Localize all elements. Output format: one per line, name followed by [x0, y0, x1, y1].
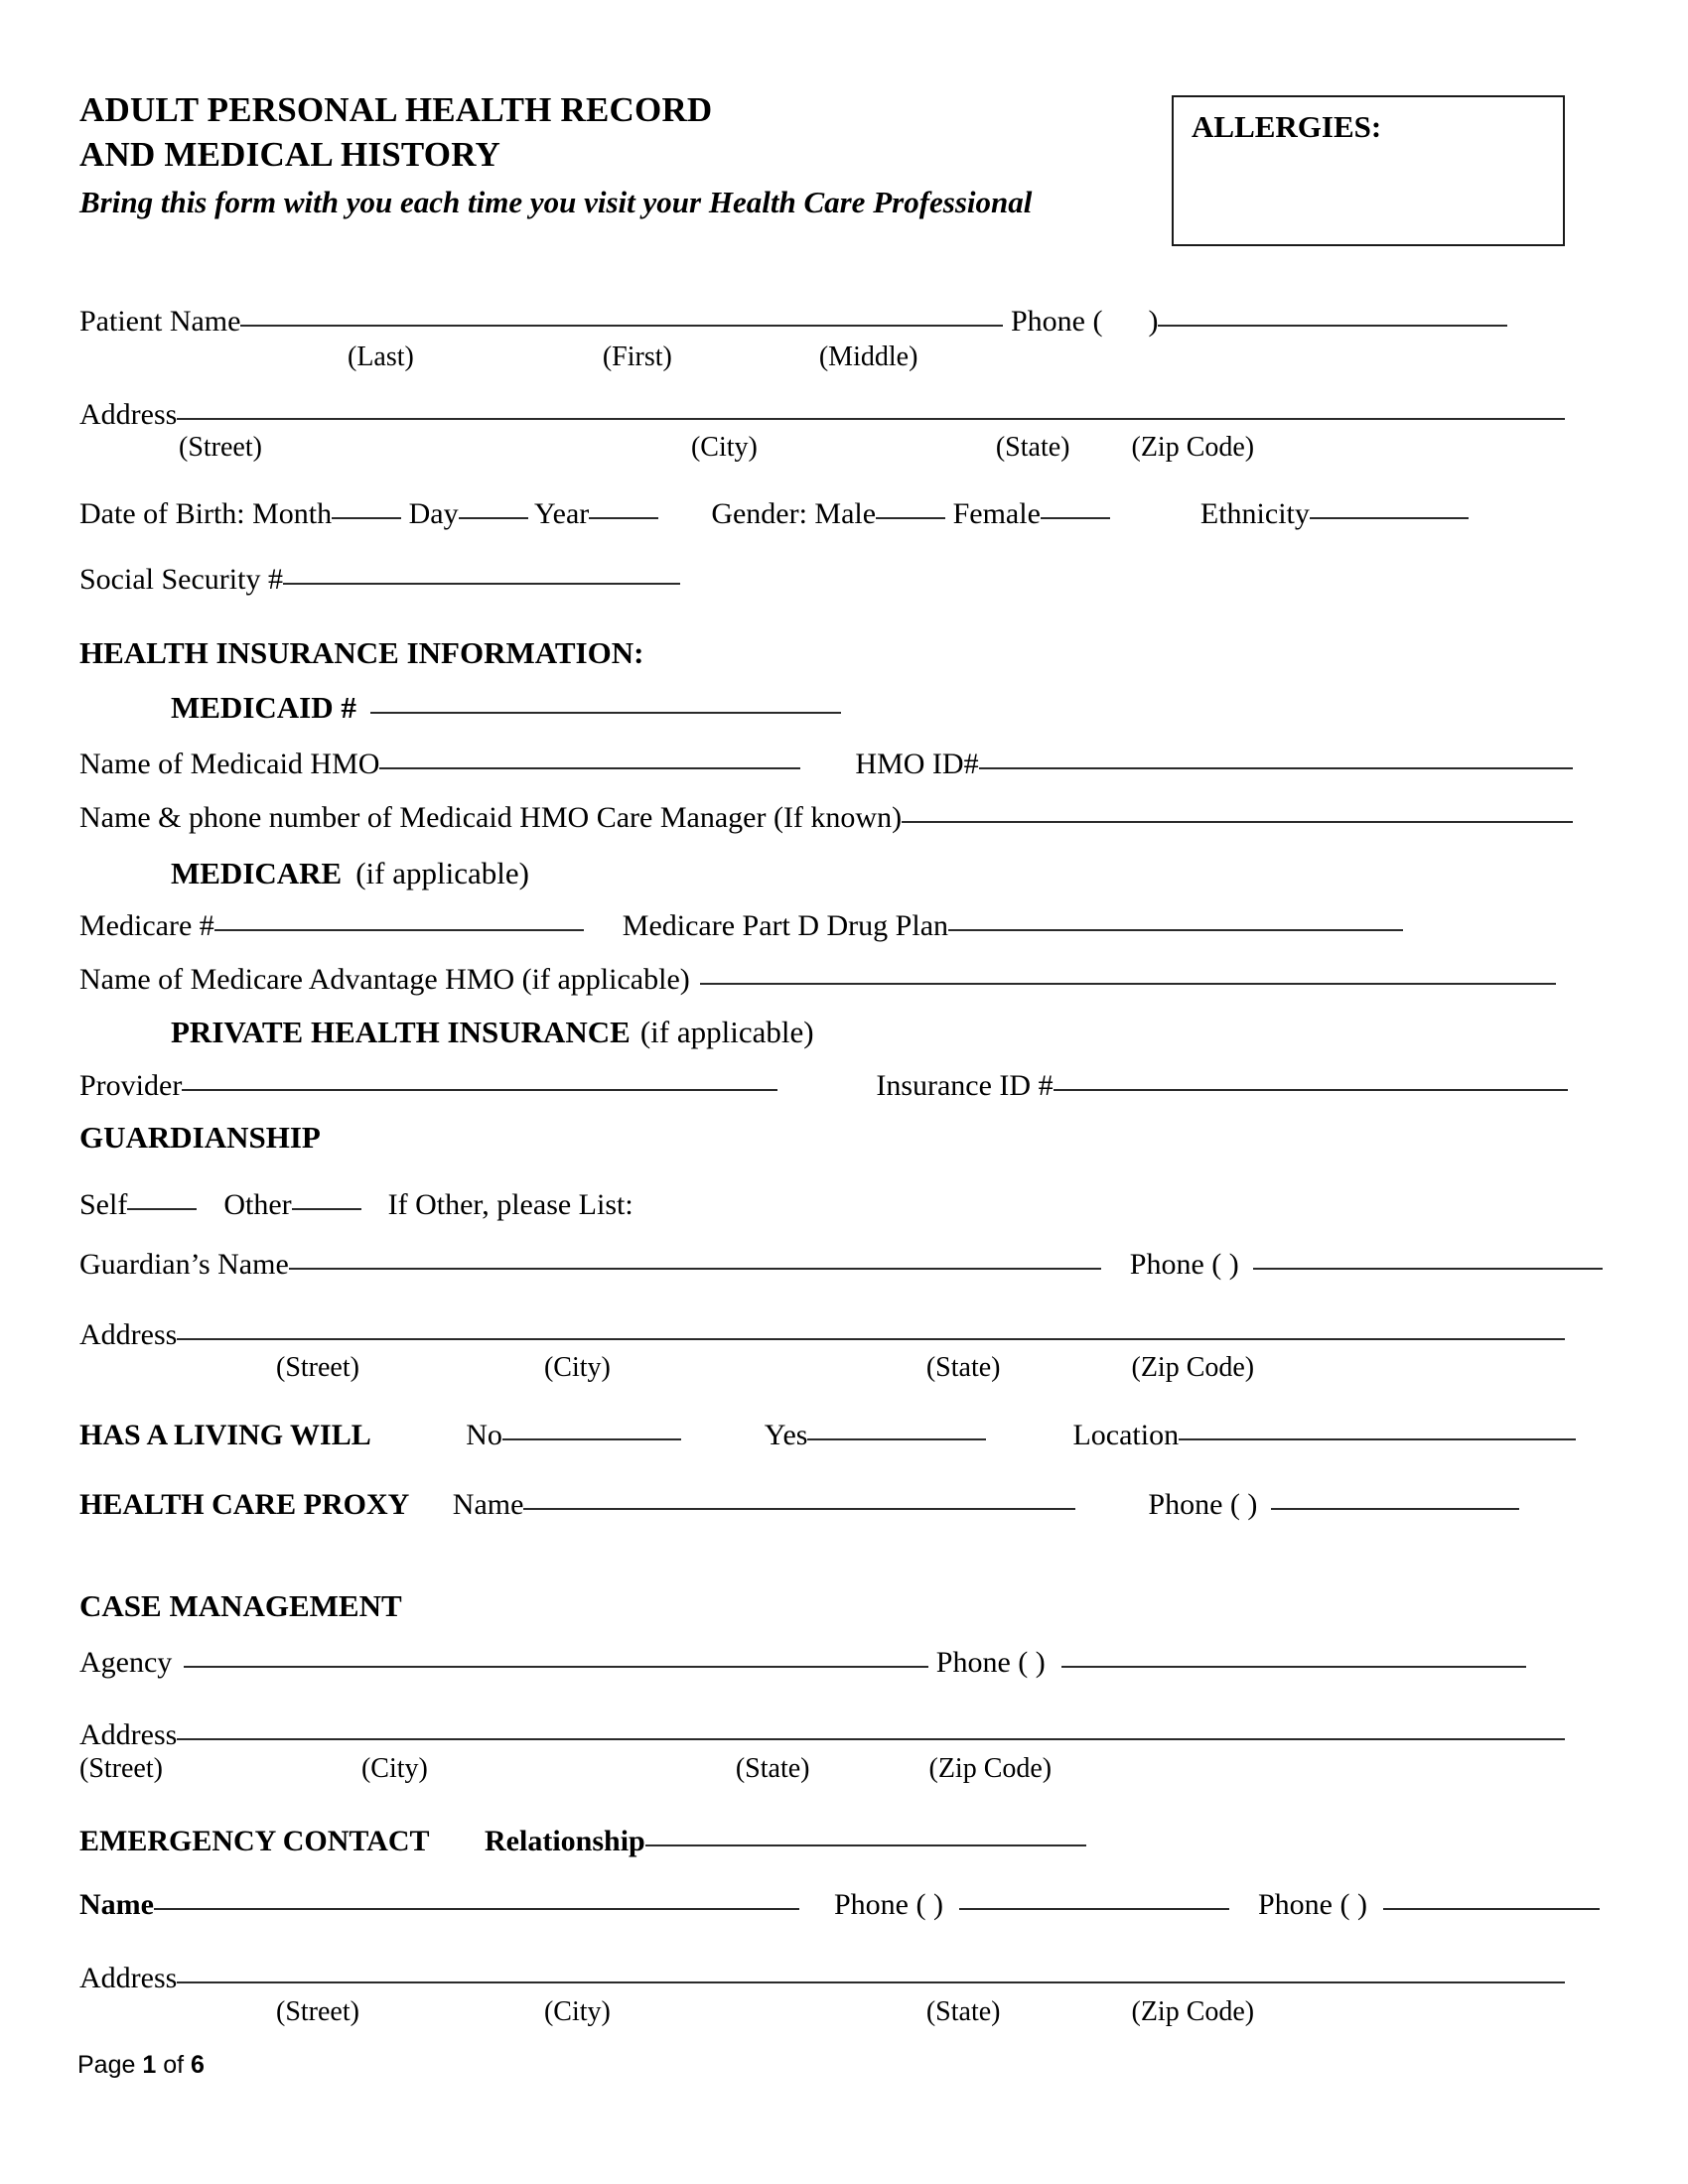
patient-address-input[interactable]: [177, 418, 1565, 420]
medicaid-hmo-row: [79, 747, 1573, 782]
medicaid-care-manager-row: [79, 800, 1573, 836]
gender-female-label: Female: [952, 497, 1041, 530]
medicare-number-row: [79, 908, 1403, 944]
emergency-contact-address-row: [79, 1961, 1565, 1996]
emergency-phone2-input[interactable]: [1383, 1908, 1600, 1910]
insurance-id-label: Insurance ID #: [876, 1069, 1054, 1102]
caption-city: (City): [543, 1352, 611, 1383]
medicare-advantage-input[interactable]: [700, 983, 1556, 985]
proxy-name-label: Name: [452, 1488, 524, 1521]
subsection-private-insurance-heading: [171, 1015, 814, 1050]
medicare-heading-note: (if applicable): [355, 856, 529, 890]
medicare-advantage-label: Name of Medicare Advantage HMO (if applicable): [79, 963, 690, 996]
caption-street: (Street): [276, 1996, 359, 2027]
case-management-agency-row: [79, 1645, 1526, 1681]
guardianship-other-input[interactable]: [292, 1208, 361, 1210]
living-will-no-label: No: [466, 1419, 502, 1451]
provider-label: Provider: [79, 1069, 183, 1102]
allergies-box[interactable]: [1172, 95, 1565, 246]
hmo-id-input[interactable]: [979, 767, 1573, 769]
guardian-name-row: [79, 1247, 1603, 1283]
caption-state: (State): [995, 432, 1070, 463]
guardianship-self-label: Self: [79, 1188, 128, 1221]
guardian-phone-input[interactable]: [1253, 1268, 1603, 1270]
dob-year-label: Year: [534, 497, 590, 530]
guardian-name-label: Guardian’s Name: [79, 1248, 289, 1281]
guardian-phone-label: Phone ( ): [1129, 1248, 1239, 1281]
page-title-line-1: ADULT PERSONAL HEALTH RECORD: [79, 90, 713, 129]
medicare-partd-input[interactable]: [948, 929, 1403, 931]
medicare-partd-label: Medicare Part D Drug Plan: [622, 909, 949, 942]
patient-name-row: [79, 304, 1507, 340]
caption-state: (State): [925, 1352, 1001, 1383]
medicare-number-label: Medicare #: [79, 909, 214, 942]
patient-address-captions: [79, 432, 1254, 464]
proxy-name-input[interactable]: [523, 1508, 1075, 1510]
caption-city: (City): [360, 1753, 428, 1784]
guardianship-self-other-row: [79, 1187, 633, 1223]
caption-street: (Street): [276, 1352, 359, 1383]
agency-label: Agency: [79, 1646, 173, 1679]
health-care-proxy-heading: HEALTH CARE PROXY: [79, 1488, 410, 1521]
patient-phone-label: Phone (: [1010, 305, 1103, 338]
case-address-label: Address: [79, 1718, 178, 1751]
living-will-yes-input[interactable]: [807, 1438, 986, 1440]
private-provider-row: [79, 1068, 1568, 1104]
agency-phone-label: Phone ( ): [935, 1646, 1046, 1679]
ethnicity-label: Ethnicity: [1199, 497, 1310, 530]
caption-zip: (Zip Code): [1131, 1996, 1255, 2027]
dob-month-input[interactable]: [332, 517, 401, 519]
allergies-label: ALLERGIES:: [1192, 109, 1382, 144]
ssn-label: Social Security #: [79, 563, 283, 596]
private-insurance-heading-label: PRIVATE HEALTH INSURANCE: [171, 1015, 631, 1049]
care-manager-label: Name & phone number of Medicaid HMO Care Manager (If known): [79, 801, 903, 834]
medicare-advantage-row: [79, 962, 1556, 998]
emergency-phone1-input[interactable]: [959, 1908, 1229, 1910]
caption-zip: (Zip Code): [1131, 432, 1255, 463]
care-manager-input[interactable]: [902, 821, 1573, 823]
emergency-relationship-label: Relationship: [485, 1825, 645, 1857]
caption-city: (City): [543, 1996, 611, 2027]
insurance-id-input[interactable]: [1054, 1089, 1568, 1091]
caption-middle: (Middle): [818, 341, 918, 372]
case-address-input[interactable]: [177, 1738, 1565, 1740]
living-will-heading: HAS A LIVING WILL: [79, 1419, 371, 1451]
dob-day-input[interactable]: [459, 517, 528, 519]
emergency-phone2-label: Phone ( ): [1257, 1888, 1367, 1921]
caption-street: (Street): [79, 1753, 163, 1784]
dob-day-label: Day: [408, 497, 459, 530]
dob-year-input[interactable]: [589, 517, 658, 519]
patient-address-row: [79, 397, 1565, 433]
living-will-location-label: Location: [1072, 1419, 1180, 1451]
guardian-name-input[interactable]: [289, 1268, 1101, 1270]
agency-input[interactable]: [184, 1666, 928, 1668]
section-health-insurance-heading: HEALTH INSURANCE INFORMATION:: [79, 635, 644, 670]
medicaid-heading-label: MEDICAID #: [171, 690, 356, 725]
proxy-phone-input[interactable]: [1271, 1508, 1519, 1510]
gender-male-input[interactable]: [876, 517, 945, 519]
gender-male-label: Gender: Male: [711, 497, 877, 530]
emergency-relationship-input[interactable]: [645, 1844, 1086, 1846]
health-care-proxy-row: [79, 1487, 1519, 1523]
ssn-row: [79, 562, 680, 598]
living-will-row: [79, 1418, 1576, 1453]
case-management-address-captions: [79, 1753, 1052, 1785]
living-will-yes-label: Yes: [764, 1419, 808, 1451]
patient-name-captions: [79, 341, 917, 373]
dob-gender-ethnicity-row: [79, 496, 1469, 532]
agency-phone-input[interactable]: [1061, 1666, 1526, 1668]
emergency-contact-heading: EMERGENCY CONTACT: [79, 1825, 430, 1857]
page-subtitle: Bring this form with you each time you visit your Health Care Professional: [79, 185, 1033, 219]
caption-last: (Last): [348, 341, 414, 372]
document-title-block: [79, 87, 1132, 224]
case-management-address-row: [79, 1717, 1565, 1753]
page-footer: [77, 2050, 205, 2080]
caption-city: (City): [690, 432, 758, 463]
private-insurance-heading-note: (if applicable): [639, 1015, 814, 1049]
caption-zip: (Zip Code): [1131, 1352, 1255, 1383]
subsection-medicaid-heading: [171, 690, 841, 726]
emergency-address-label: Address: [79, 1962, 178, 1994]
patient-phone-paren-close: ): [1148, 305, 1159, 338]
section-guardianship-heading: GUARDIANSHIP: [79, 1120, 321, 1155]
gender-female-input[interactable]: [1041, 517, 1110, 519]
medicaid-hmo-label: Name of Medicaid HMO: [79, 748, 380, 780]
guardian-address-label: Address: [79, 1318, 178, 1351]
footer-prefix: Page: [77, 2051, 143, 2079]
footer-total-pages: 6: [191, 2051, 205, 2079]
ethnicity-input[interactable]: [1310, 517, 1469, 519]
medicare-heading-label: MEDICARE: [171, 856, 343, 890]
caption-street: (Street): [179, 432, 262, 463]
emergency-name-input[interactable]: [154, 1908, 799, 1910]
guardianship-if-other-label: If Other, please List:: [387, 1188, 633, 1221]
patient-address-label: Address: [79, 398, 178, 431]
guardianship-self-input[interactable]: [127, 1208, 197, 1210]
proxy-phone-label: Phone ( ): [1148, 1488, 1258, 1521]
guardianship-other-label: Other: [223, 1188, 292, 1221]
guardian-address-row: [79, 1317, 1565, 1353]
emergency-contact-name-row: [79, 1887, 1600, 1923]
patient-name-input[interactable]: [240, 325, 1003, 327]
patient-name-label: Patient Name: [79, 305, 241, 338]
section-case-management-heading: CASE MANAGEMENT: [79, 1588, 402, 1623]
guardian-address-input[interactable]: [177, 1338, 1565, 1340]
emergency-address-input[interactable]: [177, 1981, 1565, 1983]
patient-phone-input[interactable]: [1158, 325, 1507, 327]
guardian-address-captions: [79, 1352, 1254, 1384]
caption-zip: (Zip Code): [928, 1753, 1053, 1784]
caption-first: (First): [602, 341, 672, 372]
emergency-address-captions: [79, 1996, 1254, 2028]
footer-page-number: 1: [142, 2051, 157, 2079]
footer-middle: of: [156, 2051, 191, 2079]
emergency-phone1-label: Phone ( ): [833, 1888, 943, 1921]
emergency-name-label: Name: [79, 1888, 154, 1921]
medicaid-hmo-input[interactable]: [379, 767, 800, 769]
hmo-id-label: HMO ID#: [855, 748, 979, 780]
page-title-line-2: AND MEDICAL HISTORY: [79, 135, 500, 174]
living-will-no-input[interactable]: [502, 1438, 681, 1440]
emergency-contact-heading-row: [79, 1824, 1086, 1859]
subsection-medicare-heading: [171, 856, 529, 891]
caption-state: (State): [735, 1753, 810, 1784]
provider-input[interactable]: [182, 1089, 777, 1091]
ssn-input[interactable]: [283, 583, 680, 585]
dob-month-label: Date of Birth: Month: [79, 497, 333, 530]
caption-state: (State): [925, 1996, 1001, 2027]
medicare-number-input[interactable]: [214, 929, 584, 931]
living-will-location-input[interactable]: [1179, 1438, 1576, 1440]
medicaid-number-input[interactable]: [370, 712, 841, 714]
